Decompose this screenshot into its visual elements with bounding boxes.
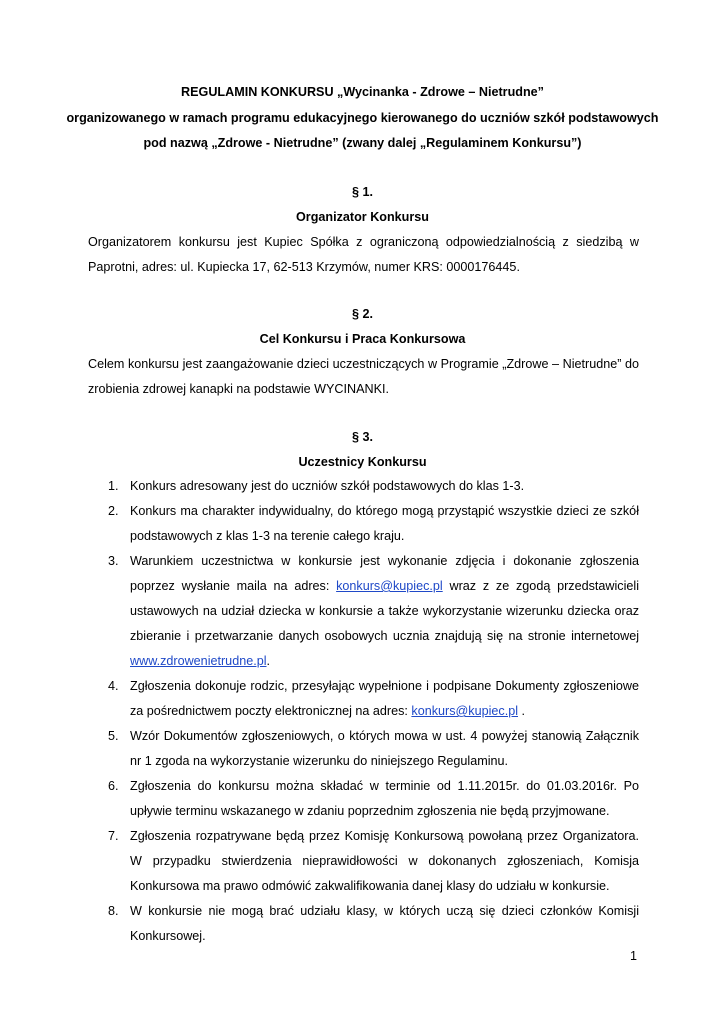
list-item-text: Wzór Dokumentów zgłoszeniowych, o których mowa w ust. 4 powyżej stanowią Załącznik nr 1 zgoda na wykorzystanie wizerunku do niniejszego Regulaminu. bbox=[130, 729, 639, 768]
document-subtitle-name: pod nazwą „Zdrowe - Nietrudne” (zwany dalej „Regulaminem Konkursu”) bbox=[143, 136, 582, 150]
list-item-number: 7. bbox=[108, 829, 119, 843]
list-item-number: 3. bbox=[108, 554, 119, 568]
page-number: 1 bbox=[630, 949, 638, 963]
list-item bbox=[88, 549, 639, 674]
list-item-number: 4. bbox=[108, 679, 119, 693]
list-item-text: W konkursie nie mogą brać udziału klasy, w których uczą się dzieci członków Komisji Konkursowej. bbox=[130, 904, 639, 943]
list-item-text: . bbox=[266, 654, 271, 668]
list-item-text: . bbox=[518, 704, 525, 718]
list-item-text: Zgłoszenia dokonuje rodzic, przesyłając wypełnione i podpisane Dokumenty zgłoszeniowe za pośrednictwem poczty elektronicznej na adres: bbox=[130, 679, 639, 718]
section-1-heading: Organizator Konkursu bbox=[296, 210, 429, 224]
list-item-number: 1. bbox=[108, 479, 119, 493]
email-link[interactable]: konkurs@kupiec.pl bbox=[336, 579, 443, 593]
list-item bbox=[88, 774, 639, 824]
section-1-number: § 1. bbox=[351, 185, 373, 199]
list-item bbox=[88, 899, 639, 949]
list-item-number: 2. bbox=[108, 504, 119, 518]
list-item-text: Zgłoszenia do konkursu można składać w terminie od 1.11.2015r. do 01.03.2016r. Po upływie terminu wskazanego w zdaniu poprzednim zgłoszenia nie będą przyjmowane. bbox=[130, 779, 639, 818]
list-item bbox=[88, 474, 639, 499]
list-item bbox=[88, 499, 639, 549]
list-item-number: 5. bbox=[108, 729, 119, 743]
section-1-text: Organizatorem konkursu jest Kupiec Spółka z ograniczoną odpowiedzialnością z siedzibą w Paprotni, adres: ul. Kupiecka 17, 62-513 Krzymów, numer KRS: 0000176445. bbox=[88, 235, 639, 274]
list-item-text: Zgłoszenia rozpatrywane będą przez Komisję Konkursową powołaną przez Organizatora. W przypadku stwierdzenia nieprawidłowości w dokonanych zgłoszeniach, Komisja Konkursowa ma prawo odmówić zakwalifikowania danej klasy do udziału w konkursie. bbox=[130, 829, 639, 893]
list-item-text: Konkurs adresowany jest do uczniów szkół podstawowych do klas 1-3. bbox=[130, 479, 525, 493]
list-item bbox=[88, 824, 639, 899]
list-item-text: Warunkiem uczestnictwa w konkursie jest wykonanie zdjęcia i dokonanie zgłoszenia poprzez wysłanie maila na adres: bbox=[130, 554, 639, 593]
list-item-text: wraz z ze zgodą przedstawicieli ustawowych na udział dziecka w konkursie a także wykorzystanie wizerunku dziecka oraz zbieranie i przetwarzanie danych osobowych ucznia znajdują się na stronie internetowej bbox=[130, 579, 639, 643]
participants-list bbox=[88, 474, 639, 949]
email-link[interactable]: konkurs@kupiec.pl bbox=[411, 704, 518, 718]
list-item-number: 8. bbox=[108, 904, 119, 918]
section-2-number: § 2. bbox=[351, 307, 373, 321]
document-title: REGULAMIN KONKURSU „Wycinanka - Zdrowe – Nietrudne” bbox=[181, 85, 544, 99]
list-item-number: 6. bbox=[108, 779, 119, 793]
section-2-text: Celem konkursu jest zaangażowanie dzieci uczestniczących w Programie „Zdrowe – Nietrudne” do zrobienia zdrowej kanapki na podstawie WYCINANKI. bbox=[88, 357, 639, 396]
list-item bbox=[88, 724, 639, 774]
section-3-heading: Uczestnicy Konkursu bbox=[298, 455, 427, 469]
website-link[interactable]: www.zdrowenietrudne.pl bbox=[130, 654, 267, 668]
section-2-heading: Cel Konkursu i Praca Konkursowa bbox=[259, 332, 466, 346]
list-item-text: Konkurs ma charakter indywidualny, do którego mogą przystąpić wszystkie dzieci ze szkół podstawowych z klas 1-3 na terenie całego kraju. bbox=[130, 504, 639, 543]
document-subtitle: organizowanego w ramach programu edukacyjnego kierowanego do uczniów szkół podstawowych bbox=[66, 111, 659, 125]
list-item bbox=[88, 674, 639, 724]
section-3-number: § 3. bbox=[351, 430, 373, 444]
